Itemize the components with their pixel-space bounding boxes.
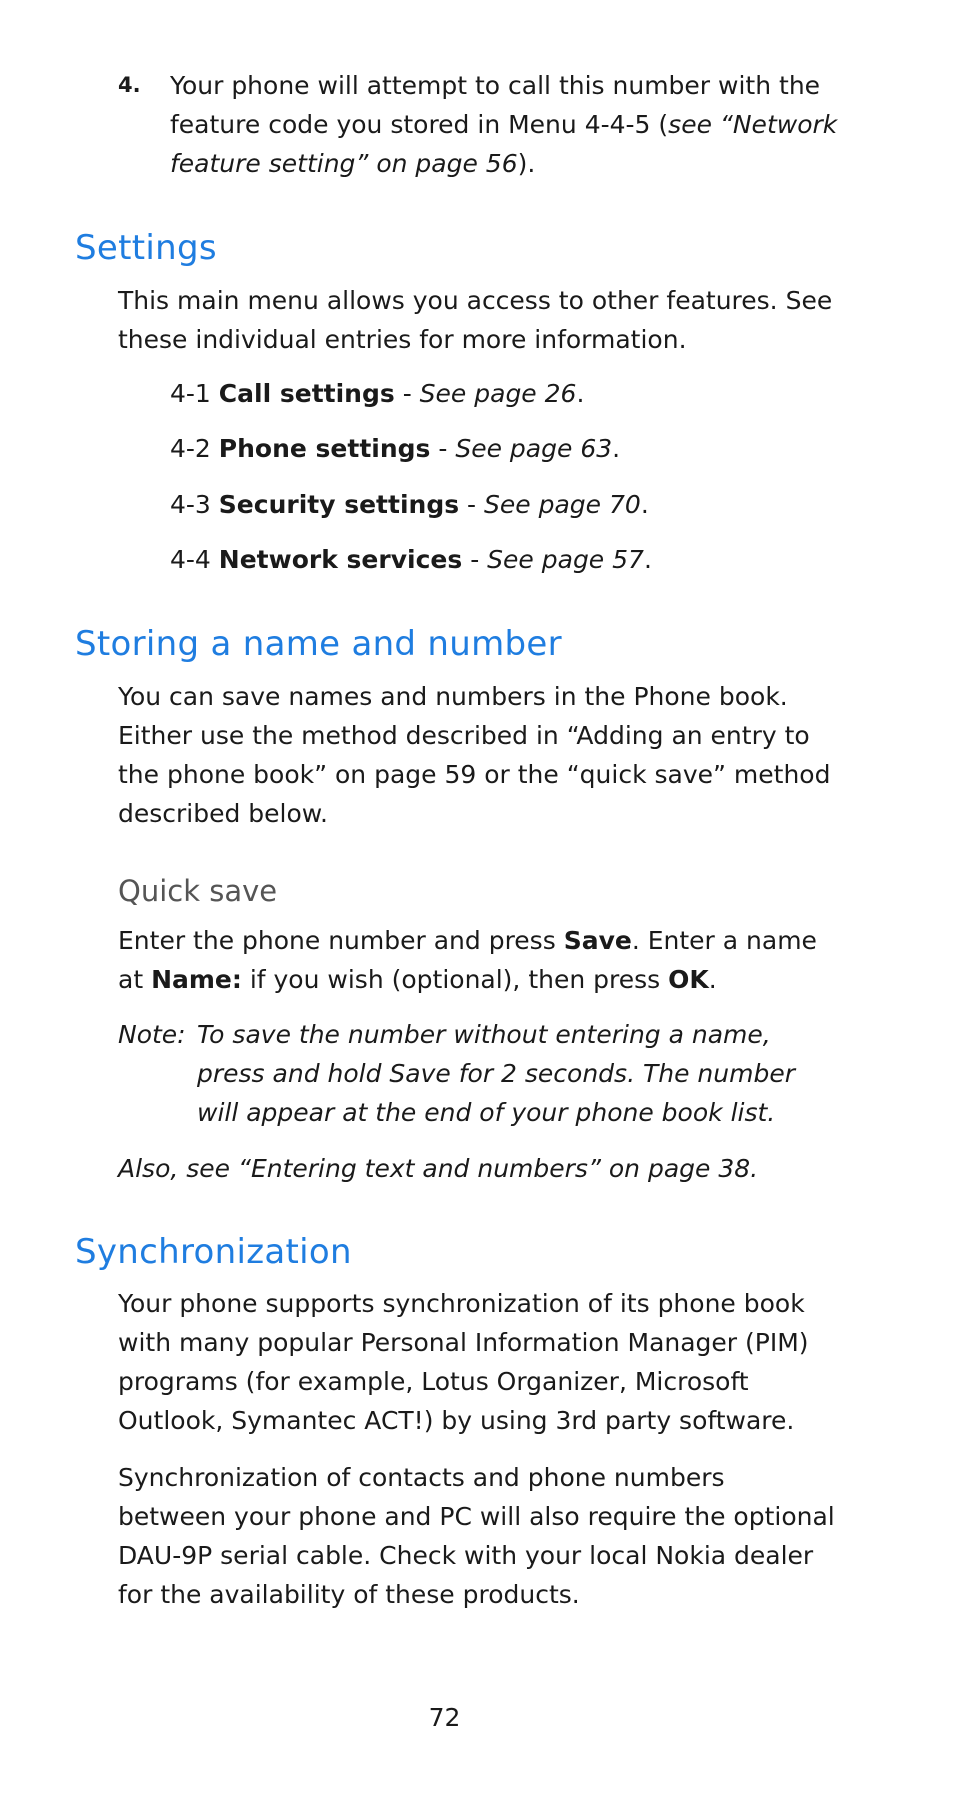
settings-intro: This main menu allows you access to other features. See these individual entries for more information. xyxy=(118,286,833,354)
step-text-b: ). xyxy=(517,149,536,178)
menu-end: . xyxy=(576,379,585,408)
step-number: 4. xyxy=(118,73,141,97)
quick-save-text xyxy=(118,921,838,999)
qs-text-a: Enter the phone number and press xyxy=(118,926,564,955)
step-text-a: Your phone will attempt to call this number with the feature code you stored in Menu 4-4-5 ( xyxy=(170,71,821,139)
qs-key-save: Save xyxy=(563,926,632,955)
note-block xyxy=(118,1015,838,1132)
menu-code: 4-1 xyxy=(170,379,211,408)
menu-page-ref: See page 26 xyxy=(419,379,577,408)
menu-code: 4-3 xyxy=(170,490,211,519)
menu-separator: - xyxy=(394,379,420,408)
menu-name: Phone settings xyxy=(218,434,431,463)
step-4 xyxy=(118,66,838,183)
menu-item-phone-settings xyxy=(170,429,830,468)
section-heading-storing: Storing a name and number xyxy=(75,624,562,664)
step-text xyxy=(170,66,838,183)
also-see-reference: Also, see “Entering text and numbers” on page 38. xyxy=(118,1154,759,1183)
menu-code: 4-4 xyxy=(170,545,211,574)
note-label: Note: xyxy=(118,1020,186,1049)
qs-key-ok: OK xyxy=(668,965,709,994)
menu-end: . xyxy=(612,434,621,463)
section-heading-synchronization: Synchronization xyxy=(75,1232,352,1272)
menu-name: Network services xyxy=(218,545,463,574)
page-number: 72 xyxy=(428,1703,461,1732)
menu-end: . xyxy=(640,490,649,519)
menu-code: 4-2 xyxy=(170,434,211,463)
menu-separator: - xyxy=(430,434,456,463)
qs-text-b: . Enter a name at xyxy=(118,926,817,994)
storing-intro: You can save names and numbers in the Phone book. Either use the method described in “Adding an entry to the phone book” on page 59 or the “quick save” method described below. xyxy=(118,682,831,828)
qs-text-c: if you wish (optional), then press xyxy=(241,965,669,994)
menu-end: . xyxy=(643,545,652,574)
menu-page-ref: See page 57 xyxy=(487,545,644,574)
note-text: To save the number without entering a name, press and hold Save for 2 seconds. The number will appear at the end of your phone book list. xyxy=(197,1020,795,1127)
menu-name: Call settings xyxy=(218,379,395,408)
menu-separator: - xyxy=(459,490,485,519)
sync-paragraph-1: Your phone supports synchronization of its phone book with many popular Personal Information Manager (PIM) programs (for example, Lotus Organizer, Microsoft Outlook, Symantec ACT!) by using 3rd party software. xyxy=(118,1289,809,1435)
menu-name: Security settings xyxy=(218,490,460,519)
menu-page-ref: See page 70 xyxy=(484,490,641,519)
sync-paragraph-2: Synchronization of contacts and phone numbers between your phone and PC will also require the optional DAU-9P serial cable. Check with your local Nokia dealer for the availability of these products. xyxy=(118,1463,835,1609)
subheading-quick-save: Quick save xyxy=(118,874,278,908)
menu-item-security-settings xyxy=(170,485,830,524)
qs-text-d: . xyxy=(708,965,717,994)
section-heading-settings: Settings xyxy=(75,228,217,268)
menu-item-network-services xyxy=(170,540,830,579)
step-text-xref: see “Network feature setting” on page 56 xyxy=(170,110,838,178)
menu-item-call-settings xyxy=(170,374,830,413)
menu-separator: - xyxy=(462,545,488,574)
qs-field-name: Name: xyxy=(151,965,242,994)
menu-page-ref: See page 63 xyxy=(455,434,613,463)
